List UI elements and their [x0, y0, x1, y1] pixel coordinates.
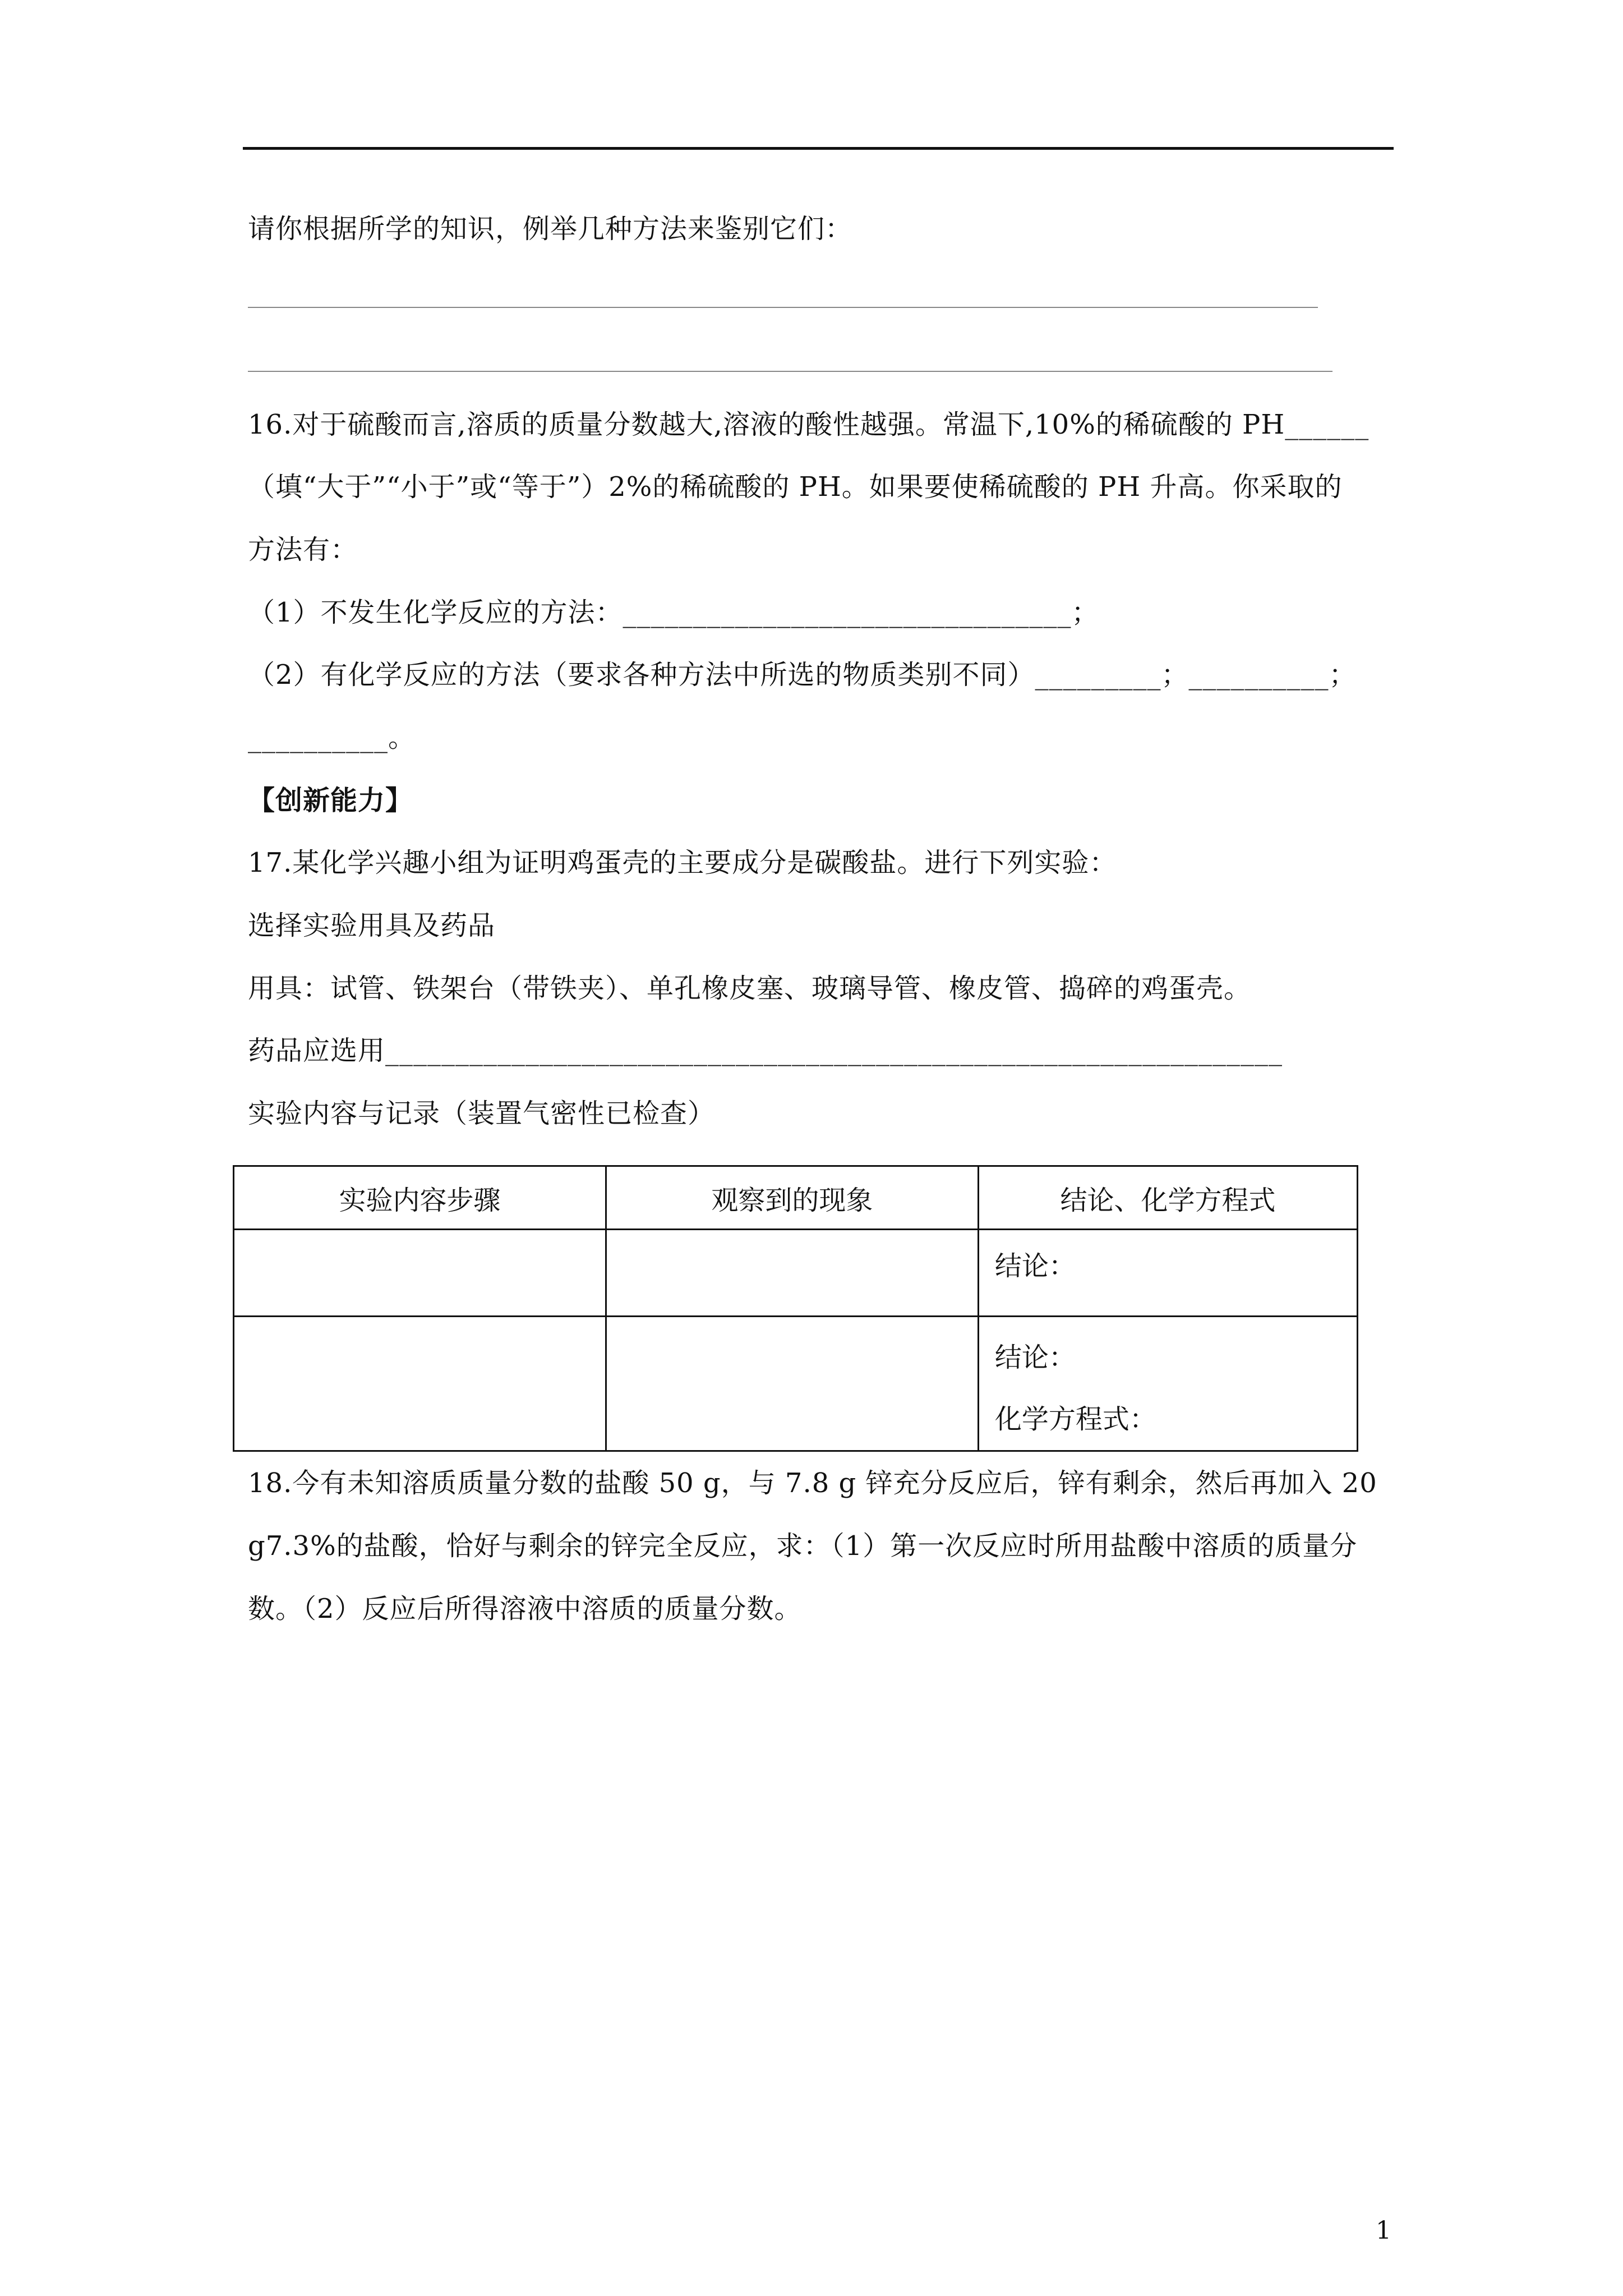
row2-conclusion-cell[interactable] — [978, 1317, 1357, 1451]
q17-line-5: 实验内容与记录（装置气密性已检查） — [248, 1098, 716, 1129]
table-row — [234, 1317, 1358, 1451]
row2-phenomena-cell[interactable] — [606, 1317, 978, 1451]
q16-line-4: （1）不发生化学反应的方法：________________________________； — [248, 597, 1099, 628]
q17-line-2: 选择实验用具及药品 — [248, 910, 496, 941]
q17-line-3: 用具：试管、铁架台（带铁夹）、单孔橡皮塞、玻璃导管、橡皮管、捣碎的鸡蛋壳。 — [248, 973, 1252, 1004]
intro-line: 请你根据所学的知识，例举几种方法来鉴别它们： — [248, 213, 853, 245]
page-number: 1 — [1376, 2216, 1391, 2245]
q16-line-6: __________。 — [248, 722, 416, 753]
row2-steps-cell[interactable] — [234, 1317, 606, 1451]
q18-line-2: g7.3%的盐酸，恰好与剩余的锌完全反应，求：（1）第一次反应时所用盐酸中溶质的质量分 — [248, 1530, 1358, 1562]
q17-line-1: 17.某化学兴趣小组为证明鸡蛋壳的主要成分是碳酸盐。进行下列实验： — [248, 847, 1117, 878]
row1-conclusion-cell[interactable] — [978, 1230, 1357, 1317]
header-rule — [243, 147, 1394, 150]
experiment-table — [233, 1165, 1358, 1452]
row1-conclusion-label: 结论： — [994, 1250, 1076, 1282]
answer-blank-line-1[interactable] — [248, 307, 1318, 308]
row1-steps-cell[interactable] — [234, 1230, 606, 1317]
table-row — [234, 1230, 1358, 1317]
table-header-row — [234, 1166, 1358, 1230]
q16-line-3: 方法有： — [248, 534, 358, 565]
q18-line-3: 数。（2）反应后所得溶液中溶质的质量分数。 — [248, 1593, 802, 1625]
header-phenomena: 观察到的现象 — [606, 1166, 978, 1230]
q16-line-2: （填“大于”“小于”或“等于”）2%的稀硫酸的 PH。如果要使稀硫酸的 PH 升高。你采取的 — [248, 471, 1343, 503]
q16-line-5: （2）有化学反应的方法（要求各种方法中所选的物质类别不同）_________；__________； — [248, 659, 1357, 691]
answer-blank-line-2[interactable] — [248, 371, 1332, 372]
q17-line-4: 药品应选用________________________________________________________________ — [248, 1035, 1283, 1066]
q16-line-1: 16.对于硫酸而言,溶质的质量分数越大,溶液的酸性越强。常温下,10%的稀硫酸的 PH______ — [248, 409, 1370, 440]
row1-phenomena-cell[interactable] — [606, 1230, 978, 1317]
header-steps: 实验内容步骤 — [234, 1166, 606, 1230]
row2-conclusion-label: 结论： — [994, 1342, 1076, 1373]
row2-equation-label: 化学方程式： — [994, 1404, 1156, 1435]
header-conclusion: 结论、化学方程式 — [978, 1166, 1357, 1230]
q18-line-1: 18.今有未知溶质质量分数的盐酸 50 g，与 7.8 g 锌充分反应后，锌有剩余，然后再加入 20 — [248, 1467, 1377, 1499]
section-title: 【创新能力】 — [248, 785, 413, 816]
